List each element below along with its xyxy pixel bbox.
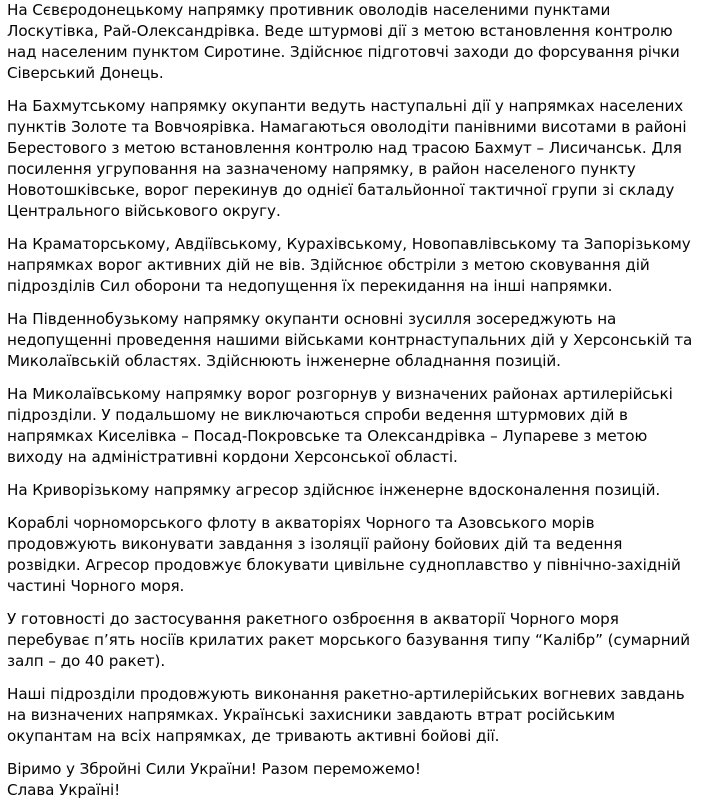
paragraph-kramatorsk: На Краматорському, Авдіївському, Курахівському, Новопавлівському та Запорізькому напрямках ворог активних дій не вів. Здійснює обстріли з метою сковування дій підрозділів Сил оборони та недопущення їх перекидання на інші напрямки. [7,235,691,295]
paragraph-our-units: Наші підрозділи продовжують виконання ракетно-артилерійських вогневих завдань на визначених напрямках. Українські захисники завдають втрат російським окупантам на всіх напрямках, де тривають активні бойові дії. [7,685,685,745]
paragraph-missile-carriers: У готовності до застосування ракетного озброєння в акваторії Чорного моря перебуває п’ять носіїв крилатих ракет морського базування типу “Калібр” (сумарний залп – до 40 ракет). [7,610,691,670]
paragraph-bakhmut: На Бахмутському напрямку окупанти ведуть наступальні дії у напрямках населених пунктів Золоте та Вовчоярівка. Намагаються оволодіти панівними висотами в районі Берестового з метою встановлення контролю над трасою Бахмут – Лисичанськ. Для посилення угруповання на зазначеному напрямку, в район населеного пункту Новотошківське, ворог перекинув до однієї батальйонної тактичної групи зі складу Центрального військового округу. [7,97,687,220]
paragraph-pivdennobuzkyi: На Південнобузькому напрямку окупанти основні зусилля зосереджують на недопущенні проведення нашими військами контрнаступальних дій у Херсонській та Миколаївській областях. Здійснюють інженерне обладнання позицій. [7,310,693,370]
paragraph-mykolaiv: На Миколаївському напрямку ворог розгорнув у визначених районах артилерійські підрозділи. У подальшому не виключаються спроби ведення штурмових дій в напрямках Киселівка – Посад-Покровське та Олександрівка – Лупареве з метою виходу на адміністративні кордони Херсонської області. [7,385,673,466]
post-body [7,0,699,801]
paragraph-black-sea-fleet: Кораблі чорноморського флоту в акваторіях Чорного та Азовського морів продовжують виконувати завдання з ізоляції району бойових дій та ведення розвідки. Агресор продовжує блокувати цивільне судноплавство у північно-західній частині Чорного моря. [7,514,681,595]
paragraph-closing: Віримо у Збройні Сили України! Разом переможемо! Слава Україні! [7,760,421,799]
paragraph-sievierodonetsk: На Сєвєродонецькому напрямку противник оволодів населеними пунктами Лоскутівка, Рай-Олександрівка. Веде штурмові дії з метою встановлення контролю над населеним пунктом Сиротине. Здійснює підготовчі заходи до форсування річки Сіверський Донець. [7,1,680,82]
paragraph-kryvyi-rih: На Криворізькому напрямку агресор здійснює інженерне вдосконалення позицій. [7,481,661,499]
